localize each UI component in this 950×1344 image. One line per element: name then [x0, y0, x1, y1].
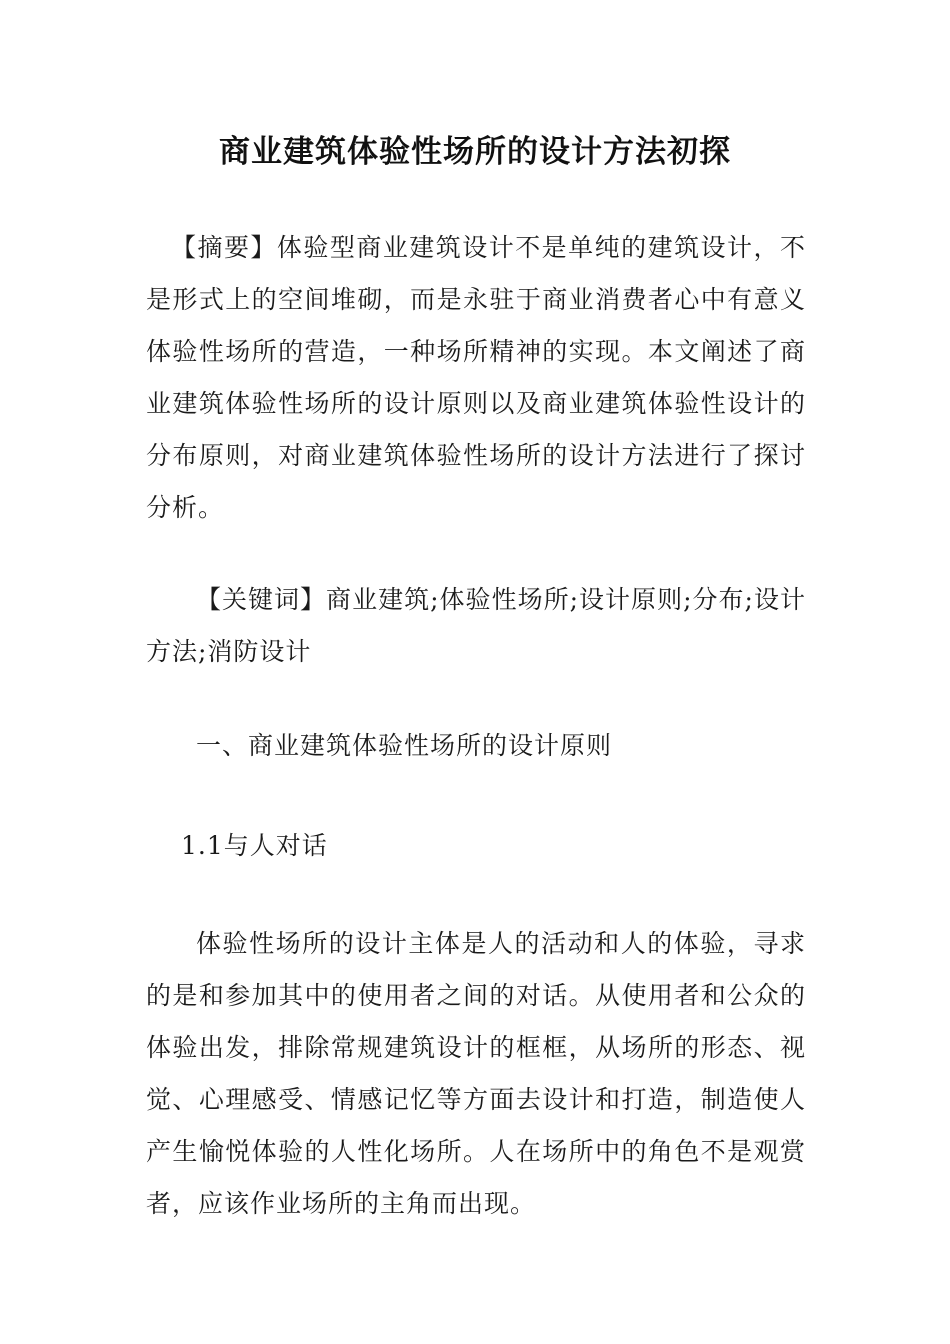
section-heading: 一、商业建筑体验性场所的设计原则 [196, 731, 613, 760]
body-paragraph: 体验性场所的设计主体是人的活动和人的体验，寻求的是和参加其中的使用者之间的对话。从使用者和公众的体验出发，排除常规建筑设计的框框，从场所的形态、视觉、心理感受、情感记忆等方面去设计和打造，制造使人产生愉悦体验的人性化场所。人在场所中的角色不是观赏者，应该作业场所的主角而出现。 [146, 929, 806, 1218]
document-title: 商业建筑体验性场所的设计方法初探 [219, 134, 731, 170]
abstract-paragraph: 【摘要】体验型商业建筑设计不是单纯的建筑设计，不是形式上的空间堆砌，而是永驻于商业消费者心中有意义体验性场所的营造，一种场所精神的实现。本文阐述了商业建筑体验性场所的设计原则以及商业建筑体验性设计的分布原则，对商业建筑体验性场所的设计方法进行了探讨分析。 [146, 233, 806, 522]
subsection-heading: 1.1与人对话 [181, 831, 328, 860]
keywords-paragraph: 【关键词】商业建筑;体验性场所;设计原则;分布;设计方法;消防设计 [146, 585, 806, 666]
